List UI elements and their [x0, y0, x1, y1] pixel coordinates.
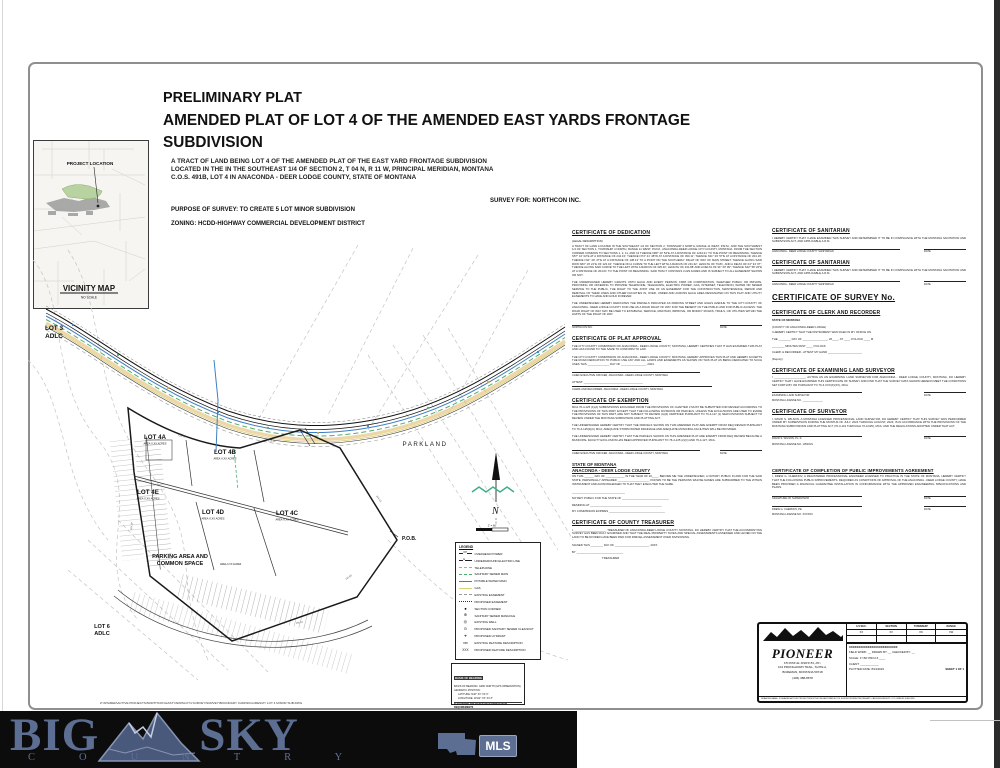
lot6-label: LOT 6 [94, 624, 110, 630]
section-township-range-table: 1/4 SEC. SECTION TOWNSHIP RANGE XX XX XN XW [847, 624, 966, 644]
section-corner-icon: ● [464, 605, 467, 611]
basis-title: BASIS OF BEARING [455, 675, 482, 680]
title-block-data-cell [847, 624, 966, 696]
lot6-label2: ADLC [94, 631, 110, 637]
vicinity-urban-area [46, 197, 110, 212]
signature-line: DAVID S. WILSON, P.L.S. [772, 436, 862, 441]
svg-text:390.11': 390.11' [295, 620, 304, 625]
lot4a-area: AREA X.XX ACRES [143, 442, 167, 446]
legend-box [455, 542, 541, 660]
mls-badge [437, 731, 517, 757]
certificate-of-completion: CERTIFICATE OF COMPLETION OF PUBLIC IMPROVEMENTS AGREEMENT I, DREW G. CHERNOV, A REGISTERED PROFESSIONAL ENGINEER LICENSED TO PRACTICE IN THE STATE OF MONTANA, HEREBY CERTIFY THAT THE FOLLOWING PUBLIC IMPROVEMENTS, REQUIRED AS CONDITIONS OF APPROVAL OF THE ANACONDA - DEER LODGE COUNTY, HAVE BEEN PROVIDED A FINANCIAL GUARANTEE INSTALLATION IN CONFORMANCE WITH THE APPROVED ENGINEERING SPECIFICATIONS AND PLANS. SIGNATURE OF SUPERVISOR DATE DREW G. CHERNOV, PE DATE MONTANA LICENSE NO. XXXXXX [772, 467, 966, 517]
pioneer-company-sub: TECHNICAL SERVICES, INC. [783, 660, 822, 665]
lot3-label: LOT 3 [44, 325, 64, 332]
pioneer-phone: (406) 388-8678 [792, 675, 813, 680]
legend-item: OH OVERHEAD POWER [459, 551, 538, 558]
svg-text:204.19': 204.19' [130, 522, 134, 531]
county-heading: ANACONDA - DEER LODGE COUNTY [572, 467, 651, 473]
basis-line: BASIS OF BEARING: GRID NORTH (GPS OBSERVATION) [454, 684, 521, 688]
legend-item: EXISTING EASEMENT [459, 592, 538, 599]
right-edge-strip [994, 0, 1000, 768]
legend-item: xxx EXISTING FEATURE DESCRIPTION [459, 639, 538, 646]
main-title-line1: AMENDED PLAT OF LOT 4 OF THE AMENDED EAST YARDS FRONTAGE [163, 112, 691, 129]
overhead-power-line-icon: OH [459, 553, 472, 554]
certificate-of-exemption: CERTIFICATE OF EXEMPTION MCA 76-4-125 (1)(A) SUBDIVISIONS EXCLUDED FROM THE PROVISIONS OF CHAPTER 3 MUST BE SUBMITTED FOR REVIEW ACCORDING TO THE PROVISIONS OF THIS PART, EXCEPT THAT THE FOLLOWING DIVISIONS OR PARCELS, UNLESS THE EXCLUSIONS ARE USED TO EVADE THE PROVISIONS OF THIS PART, ARE NOT SUBJECT TO REVIEW (A)(4) CERTIFIED PURSUANT TO 76-4-127 (1) NEW DIVISIONS SUBJECT TO REVIEW UNDER THE MONTANA SUBDIVISION AND PLATTING ACT. THE UNDERSIGNED HEREBY CERTIFY THAT THE PARCELS SHOWN ON THIS AMENDED PLAT ARE EXEMPT FROM DEQ REVIEW PURSUANT TO 76-4-125(2)(C) MCA; ADEQUATE STORM WATER DRAINAGE AND ADEQUATE MUNICIPAL FACILITIES WILL BE PROVIDED. THE UNDERSIGNED HEREBY CERTIFY THAT THE PARCELS SHOWN ON THIS AMENDED PLAT ARE EXEMPT FROM DEQ REVIEW BECAUSE A MUNICIPAL FACILITY EXCLUSION HAS BEEN APPROVED PURSUANT TO 76-4-125 (2)(C) AND 76-4-127, MCA. CHIEF EXECUTIVE OFFICER, ANACONDA - DEER LODGE COUNTY, MONTANA DATE [572, 397, 762, 455]
proposed-feature-text-icon: XXX [462, 647, 469, 652]
lot4e-area: AREA X.XX ACRES [136, 497, 160, 501]
scale-note: 1" = 60' [487, 524, 497, 528]
license-line: MONTANA LICENSE NO. XXXXXX [772, 513, 813, 517]
mountain-ridge-icon [763, 626, 843, 642]
date-line: DATE [720, 325, 762, 330]
pioneer-address2: BOZEMAN, MONTANA 59718 [782, 670, 823, 675]
sewer-cleanout-icon: ⊙ [463, 626, 468, 632]
certificate-of-sanitarian-2: CERTIFICATE OF SANITARIAN I HEREBY CERTIFY THAT I HAVE EXAMINED THIS SURVEY AND DETERMINED IT TO BE IN COMPLIANCE WITH THE MONTANA SANITATION AND SUBDIVISION ACT, AND APPLICABLE A.R.M. ANACONDA - DEER LODGE COUNTY SANITARIAN DATE [772, 260, 966, 286]
parking-label-2: COMMON SPACE [156, 561, 204, 567]
lot4c-label: LOT 4C [275, 510, 299, 517]
legend-item: E UNDERGROUND ELECTRIC LINE [459, 557, 538, 564]
basis-of-bearing-box [451, 663, 525, 709]
project-location-label: PROJECT LOCATION [66, 161, 114, 166]
pioneer-title-block [757, 622, 968, 703]
logo-word-country: COUNTRY [28, 752, 387, 763]
left-edge-line [2, 0, 3, 768]
legend-item: SANITARY SEWER MAIN [459, 571, 538, 578]
legend-item: PROPOSED EASEMENT [459, 598, 538, 605]
lot4d-label: LOT 4D [201, 509, 225, 516]
existing-easement-line-icon [459, 594, 472, 595]
existing-feature-text-icon: xxx [463, 640, 468, 645]
signature-line: ANACONDA - DEER LODGE COUNTY SANITARIAN [772, 281, 900, 286]
legend-item: ◎ EXISTING WELL [459, 619, 538, 626]
basis-line: GEODETIC POSITION: [454, 688, 481, 692]
state-heading: STATE OF MONTANA [572, 461, 617, 467]
pob-label: P.O.B. [402, 536, 417, 542]
vicinity-no-scale: NO SCALE [80, 295, 98, 300]
logo-word-big: BIG [10, 711, 100, 761]
hydrant-icon: ⌖ [464, 632, 467, 638]
logo-word-sky: SKY [199, 711, 299, 761]
project-name-row: XXXXXXXXXXXXXXXXXXXXXXXXXX [849, 644, 898, 649]
signature-line: EXAMINING LAND SURVEYOR [772, 392, 862, 397]
scale-bar-left [476, 528, 492, 531]
svg-text:231.88': 231.88' [344, 573, 353, 581]
legend-item: ⌖ PROPOSED HYDRANT [459, 633, 538, 640]
client-row: CLIENT: ____________ [849, 661, 879, 666]
basis-foot-note: ELEVATIONS ARE BASED ON NAVD88 DATUM REQUIREMENTS [454, 702, 522, 710]
basis-latitude: LATITUDE: N46° XX' XX.X" [458, 692, 489, 696]
certificates-right-column [772, 228, 966, 523]
certificate-of-dedication: CERTIFICATE OF DEDICATION (LEGAL DESCRIPTION) A TRACT OF LAND LOCATED IN THE SOUTHEAST 1/4 OF SECTION 2, TOWNSHIP 4 NORTH, RANGE 11 WEST, P.M.M., AND THE SOUTHWEST 1/4 OF SECTION 1, TOWNSHIP 4 NORTH, RANGE 11 WEST, P.M.M., ANACONDA-DEER LODGE CITY-COUNTY, MONTANA. FROM THE SECTION CORNER COMMON TO SECTIONS 1, 2, 11, AND 12 THENCE N89° 43' 54"E AT A DISTANCE OF 1234.21' TO THE POINT OF BEGINNING; THENCE S57° 10' 02"E AT A DISTANCE OF 244.13'; THENCE N74° 41' 48"W AT A DISTANCE OF 390.11'; THENCE N11° 29' 57"E AT A DISTANCE OF 204.19'; THENCE N11° 29' 47"E AT A DISTANCE OF 138.13' TO A POINT ON THE SOUTHERLY RIGHT OF WAY OF MAIN STREET; THENCE ALONG SAID ROW S84° 19' 21"E OF 123.34'; THENCE ON A CURVE TO THE LEFT WITH A RADIUS OF 231.32', LENGTH OF 79.81', AND A DELTA OF 04° 34' 07"; THENCE ALONG SAID CURVE TO THE LEFT WITH A RADIUS OF 325.32', LENGTH OF 231.88' AND A DELTA OF 34° 33' 09"; THENCE S22° 58' 20"E AT A DISTANCE OF 204.01' TO THE POINT OF BEGINNING. SAID TRACT CONTAINS 3.229 ACRES AND IS SUBJECT TO ALL EASEMENT SHOWN OR NOT. THE UNDERSIGNED HEREBY GRANTS UNTO EACH AND EVERY PERSON, FIRM OR CORPORATION, WHETHER PUBLIC OR PRIVATE, PROVIDING OR OFFERING TO PROVIDE TELEPHONE, TELEGRAPH, ELECTRIC POWER, GAS, INTERNET, TELEVISION, WATER OR SEWER SERVICE TO THE PUBLIC, THE RIGHT TO THE JOINT USE OF AN EASEMENT FOR THE CONSTRUCTION, MAINTENANCE, REPAIR AND REMOVAL OF THEIR LINES AND OTHER FACILITIES IN, OVER, UNDER AND ACROSS EACH AREA DESIGNATED ON THIS PLAT AND UTILITY EASEMENTS TO HAVE AND HOLD FOREVER. THE UNDERSIGNED HEREBY DEDICATES THE PARCELS INDICATED AS PARKING STREET AND HIGHS AVENUE TO THE CITY-COUNTY OF ANACONDA - DEER LODGE COUNTY FOR USE AS A ROAD RIGHT OF WAY FOR THE BENEFIT OF THE PUBLIC AND FOR PUBLIC ACCESS. THE ROAD RIGHT OF WAY MAY BE USED TO ESTABLISH, SERVICE, MAINTAIN, IMPROVE, OR MODIFY ROADS, TRAILS, OR UTILITIES WITHIN THE LIMITS OF THE RIGHT OF WAY. NORTHCON INC. DATE [572, 230, 762, 330]
svg-text:123.34': 123.34' [267, 439, 277, 444]
underground-electric-line-icon: E [459, 560, 472, 561]
commission-line: MY COMMISSION EXPIRES ____________________________________ [572, 509, 665, 514]
svg-text:244.13': 244.13' [375, 494, 383, 503]
lot3-label2: ADLC [45, 333, 63, 340]
drawing-file-path: Z:\SHARED\ACTIVE PROJECTS\NORTHCON EASTYARDSLOT4 SURVEY\SURVEY\BOUNDARY CADD\FIGURES\ZY LOT 4 MINOR SUB.DWG [100, 701, 303, 705]
certificate-of-examining-land-surveyor: CERTIFICATE OF EXAMINING LAND SURVEYOR I ____________________, ACTING AS AN EXAMINING LAND SURVEYOR FOR ANACONDA - DEER LODGE COUNTY, MONTANA, DO HEREBY CERTIFY THAT I HAVE EXAMINED THIS CERTIFICATE OF SURVEY AND FIND THAT THE SURVEY DATA SHOWN HEREON MEET THE CONDITIONS SET FORTH BY OR PURSUANT TO 76-3-XXX(X)(XX), MCA. EXAMINING LAND SURVEYOR DATE MONTANA LICENSE NO. ______________ [772, 367, 966, 403]
parkland-label: PARKLAND [402, 441, 448, 448]
vicinity-map-title: VICINITY MAP [62, 284, 116, 293]
frame-line [930, 720, 1000, 721]
legend-item: TELEPHONE [459, 564, 538, 571]
zoning-note: ZONING: HCDD-HIGHWAY COMMERCIAL DEVELOPMENT DISTRICT [171, 221, 365, 227]
legend-item: GAS [459, 585, 538, 592]
lot4e-label: LOT 4E [137, 489, 159, 496]
certificate-of-survey-no-title: CERTIFICATE OF SURVEY No. [772, 292, 896, 302]
proposed-easement-line-icon [459, 601, 472, 602]
signature-line: NORTHCON INC. [572, 325, 700, 330]
residing-line: RESIDING AT ______________________________________________ [572, 502, 662, 507]
svg-text:138.13': 138.13' [177, 434, 187, 439]
road-and-utilities [46, 306, 565, 447]
signature-line: CHIEF EXECUTIVE OFFICER, ANACONDA - DEER LODGE COUNTY, MONTANA [572, 372, 700, 377]
telephone-line-icon [459, 567, 472, 568]
lot4b-label: LOT 4B [213, 449, 237, 456]
treasurer-label: TREASURER [602, 556, 620, 560]
squiggle-decoration [472, 487, 514, 492]
montana-state-icon [437, 731, 477, 757]
lot4c-area: AREA X.XX ACRES [275, 518, 299, 522]
mls-label: MLS [479, 735, 517, 757]
legend-item: ● SECTION CORNER [459, 605, 538, 612]
legend-title: LEGEND [459, 545, 474, 549]
survey-for-note: SURVEY FOR: NORTHCON INC. [490, 198, 581, 204]
notary-block: STATE OF MONTANA ANACONDA - DEER LODGE COUNTY ON THIS ______ DAY OF ____________ IN THE YEAR OF 20____, BEFORE ME THE UNDERSIGNED, A NOTARY PUBLIC IN AND FOR THE SAID STATE, PERSONALLY APPEARED ____________________, KNOWN TO BE THE PERSONS WHOSE NAMES ARE SUBSCRIBED TO THE WITHIN INSTRUMENT AND ACKNOWLEDGED TO THAT THEY EXECUTED THE SAME. __________________________________ NOTARY PUBLIC FOR THE STATE OF ______________________________ RESIDING AT ______________________________________________ MY COMMISSION EXPIRES ____________________________________ [572, 461, 762, 514]
scale-row: SCALE: 1"=60' PROJ # ____ [849, 655, 886, 660]
certificate-of-sanitarian-1: CERTIFICATE OF SANITARIAN I HEREBY CERTIFY THAT I HAVE EXAMINED THIS SURVEY AND DETERMINED IT TO BE IN COMPLIANCE WITH THE MONTANA SANITATION AND SUBDIVISION ACT, AND APPLICABLE A.R.M. ANACONDA - DEER LODGE COUNTY SANITARIAN DATE [772, 228, 966, 254]
signature-line: CHIEF EXECUTIVE OFFICER, ANACONDA - DEER LODGE COUNTY, MONTANA [572, 450, 700, 455]
main-title-line2: SUBDIVISION [163, 134, 263, 151]
subtitle-line2: LOCATED IN THE IN THE SOUTHEAST 1/4 OF SECTION 2, T 04 N, R 11 W, PRINCIPAL MERIDIAN, MONTANA [171, 166, 494, 173]
signed-this-line: SIGNED THIS ________ DAY OF ______________________, 20XX [572, 543, 658, 547]
subtitle-line1: A TRACT OF LAND BEING LOT 4 OF THE AMENDED PLAT OF THE EAST YARD FRONTAGE SUBDIVISION [171, 158, 487, 165]
signature-line: DREW G. CHERNOV, PE [772, 506, 862, 511]
parking-area-note: AREA X.XX ACRES [220, 563, 242, 566]
scale-bar-right [492, 528, 508, 531]
sheet-number: SHEET 1 OF 1 [945, 667, 964, 672]
signature-line: CLERK AND RECORDER, ANACONDA - DEER LODGE COUNTY, MONTANA [572, 386, 712, 391]
legend-item: ⊕ SANITARY SEWER MANHOLE [459, 612, 538, 619]
pioneer-company-name: PIONEER [771, 646, 834, 661]
project-location-dot [97, 205, 100, 208]
certificates-middle-column [572, 230, 762, 567]
gas-line-icon [459, 588, 472, 589]
legend-item: POTABLE WATER MAIN [459, 578, 538, 585]
license-line: MONTANA LICENSE NO. 13533LS [772, 442, 813, 446]
legend-item: XXX PROPOSED FEATURE DESCRIPTION [459, 646, 538, 653]
parking-label-1: PARKING AREA AND [152, 554, 208, 560]
north-letter: N [492, 506, 499, 517]
date-line: DATE [924, 506, 966, 511]
lot4b-area: AREA X.XX ACRES [213, 457, 237, 461]
date-line: DATE [924, 436, 966, 441]
subtitle-line3: C.O.S. 491B, LOT 4 IN ANACONDA - DEER LODGE COUNTY, STATE OF MONTANA [171, 174, 417, 181]
date-line: DATE [924, 249, 966, 254]
plotted-date-row: PLOTTED DATE: 8/13/2024 SHEET 1 OF 1 [849, 667, 964, 672]
blank-signature-line: __________________________________ [572, 489, 625, 494]
signature-line: SIGNATURE OF SUPERVISOR [772, 496, 862, 501]
basis-longitude: LONGITUDE: W112° XX' XX.X" [458, 696, 494, 700]
certificate-of-surveyor: CERTIFICATE OF SURVEYOR I, DAVID S. WILSON, A MONTANA LICENSED PROFESSIONAL LAND SURVEYOR, DO HEREBY CERTIFY THAT THIS SURVEY WAS PERFORMED UNDER MY SUPERVISION DURING THE MONTHS OF JULY, 2024 THROUGH AUGUST, 2024; IS IN ACCORDANCE WITH THE PROVISIONS OF THE MONTANA SUBDIVISIONS AND PLATTING ACT (76-3-101 THROUGH 76-3-625), MCA; AND THE REGULATIONS ADOPTED UNDER THAT ACT. DAVID S. WILSON, P.L.S. DATE MONTANA LICENSE NO. 13533LS [772, 409, 966, 446]
mls-watermark-band [0, 711, 577, 768]
lot4a-label: LOT 4A [143, 434, 167, 441]
doc-type-title: PRELIMINARY PLAT [163, 89, 302, 106]
north-arrow-group [472, 452, 514, 531]
sanitary-sewer-line-icon [459, 574, 472, 575]
certificate-of-clerk-and-recorder: CERTIFICATE OF CLERK AND RECORDER STATE OF MONTANA (COUNTY OF ANACONDA-DEER LODGE) I HEREBY CERTIFY THAT THE INSTRUMENT WAS FILED IN MY OFFICE ON THE ________ DAY OF ________________, 20____, AT ____ O'CLOCK ____ M. ________ MINUTES PAST ____ O'CLOCK CLERK & RECORDER - ATTEST MY HAND ______________________ (Deputy) [772, 309, 881, 361]
water-main-line-icon [459, 581, 472, 582]
legend-item: ⊙ PROPOSED SANITARY SEWER CLEANOUT [459, 626, 538, 633]
drawing-name-strip: DRAWING NAME: Z:\SHARED\ACTIVE PROJECTS\NORTHCON EASTYARDSLOT4 SURVEY\SURVEY\BOUNDARY CADD\FIGURES\ZY LOT 4 MINOR SUB.DWG [759, 696, 966, 701]
attest-line: ATTEST: ______________________________________ [572, 379, 643, 384]
date-line: DATE [924, 281, 966, 286]
date-line: DATE [720, 450, 762, 455]
certificate-of-county-treasurer: CERTIFICATE OF COUNTY TREASURER I, ____________________, TREASURER OF ANACONDA-DEER LODGE COUNTY, MONTANA, DO HEREBY CERTIFY THAT THE ACCOMPANYING SURVEY HAS BEEN DULY EXAMINED AND THAT THE REAL PROPERTY TAXES AND SPECIAL ASSESSMENTS ASSESSED AND LEVIED ON THE LAND TO BE DIVIDED HAVE BEEN PAID FOR PARCEL ASSESSMENT OVER DIVISIONING. SIGNED THIS ________ DAY OF ______________________, 20XX BY ______________________________ TREASURER [572, 520, 762, 560]
license-line: MONTANA LICENSE NO. ______________ [772, 399, 823, 403]
certificate-of-plat-approval: CERTIFICATE OF PLAT APPROVAL THE CITY-COUNTY COMMISSION OF ANACONDA - DEER LODGE COUNTY, MONTANA, HEREBY CERTIFIES THAT IT HAS EXAMINED THIS PLAT AND HAS FOUND TO THE SAME TO CONFORM TO LAW. THE CITY-COUNTY COMMISSION OF ANACONDA - DEER LODGE COUNTY, MONTANA, HEREBY APPROVES THIS PLAT AND HEREBY ACCEPTS THE ROAD DEDICATION TO PUBLIC USE ANY AND ALL LANDS AND EASEMENTS AS SHOWN ON THIS PLAT AS BEING DEDICATED TO SUCH USES THIS ______________ DAY OF ________________, 2024. CHIEF EXECUTIVE OFFICER, ANACONDA - DEER LODGE COUNTY, MONTANA ATTEST: ______________________________________ CLERK AND RECORDER, ANACONDA - DEER LODGE COUNTY, MONTANA [572, 336, 762, 391]
date-line: DATE [924, 392, 966, 397]
pioneer-address1: 104 PRONGHORN TRAIL, SUITE A, [778, 665, 827, 669]
pioneer-logo-cell [759, 624, 847, 696]
purpose-of-survey: PURPOSE OF SURVEY: TO CREATE 5 LOT MINOR SUBDIVISION [171, 207, 355, 213]
notary-line: NOTARY PUBLIC FOR THE STATE OF ______________________________ [572, 496, 669, 501]
fieldwork-row: FIELD WORK: __ DRAWN BY: __ CHECKED BY: __ [849, 650, 915, 655]
by-line: BY ______________________________ [572, 549, 624, 554]
sewer-manhole-icon: ⊕ [463, 612, 468, 618]
existing-well-icon: ◎ [463, 619, 468, 625]
date-line: DATE [924, 496, 966, 501]
sewer-service-line [234, 450, 238, 490]
signature-line: ANACONDA - DEER LODGE COUNTY SANITARIAN [772, 249, 900, 254]
lot4d-area: AREA X.XX ACRES [201, 517, 225, 521]
